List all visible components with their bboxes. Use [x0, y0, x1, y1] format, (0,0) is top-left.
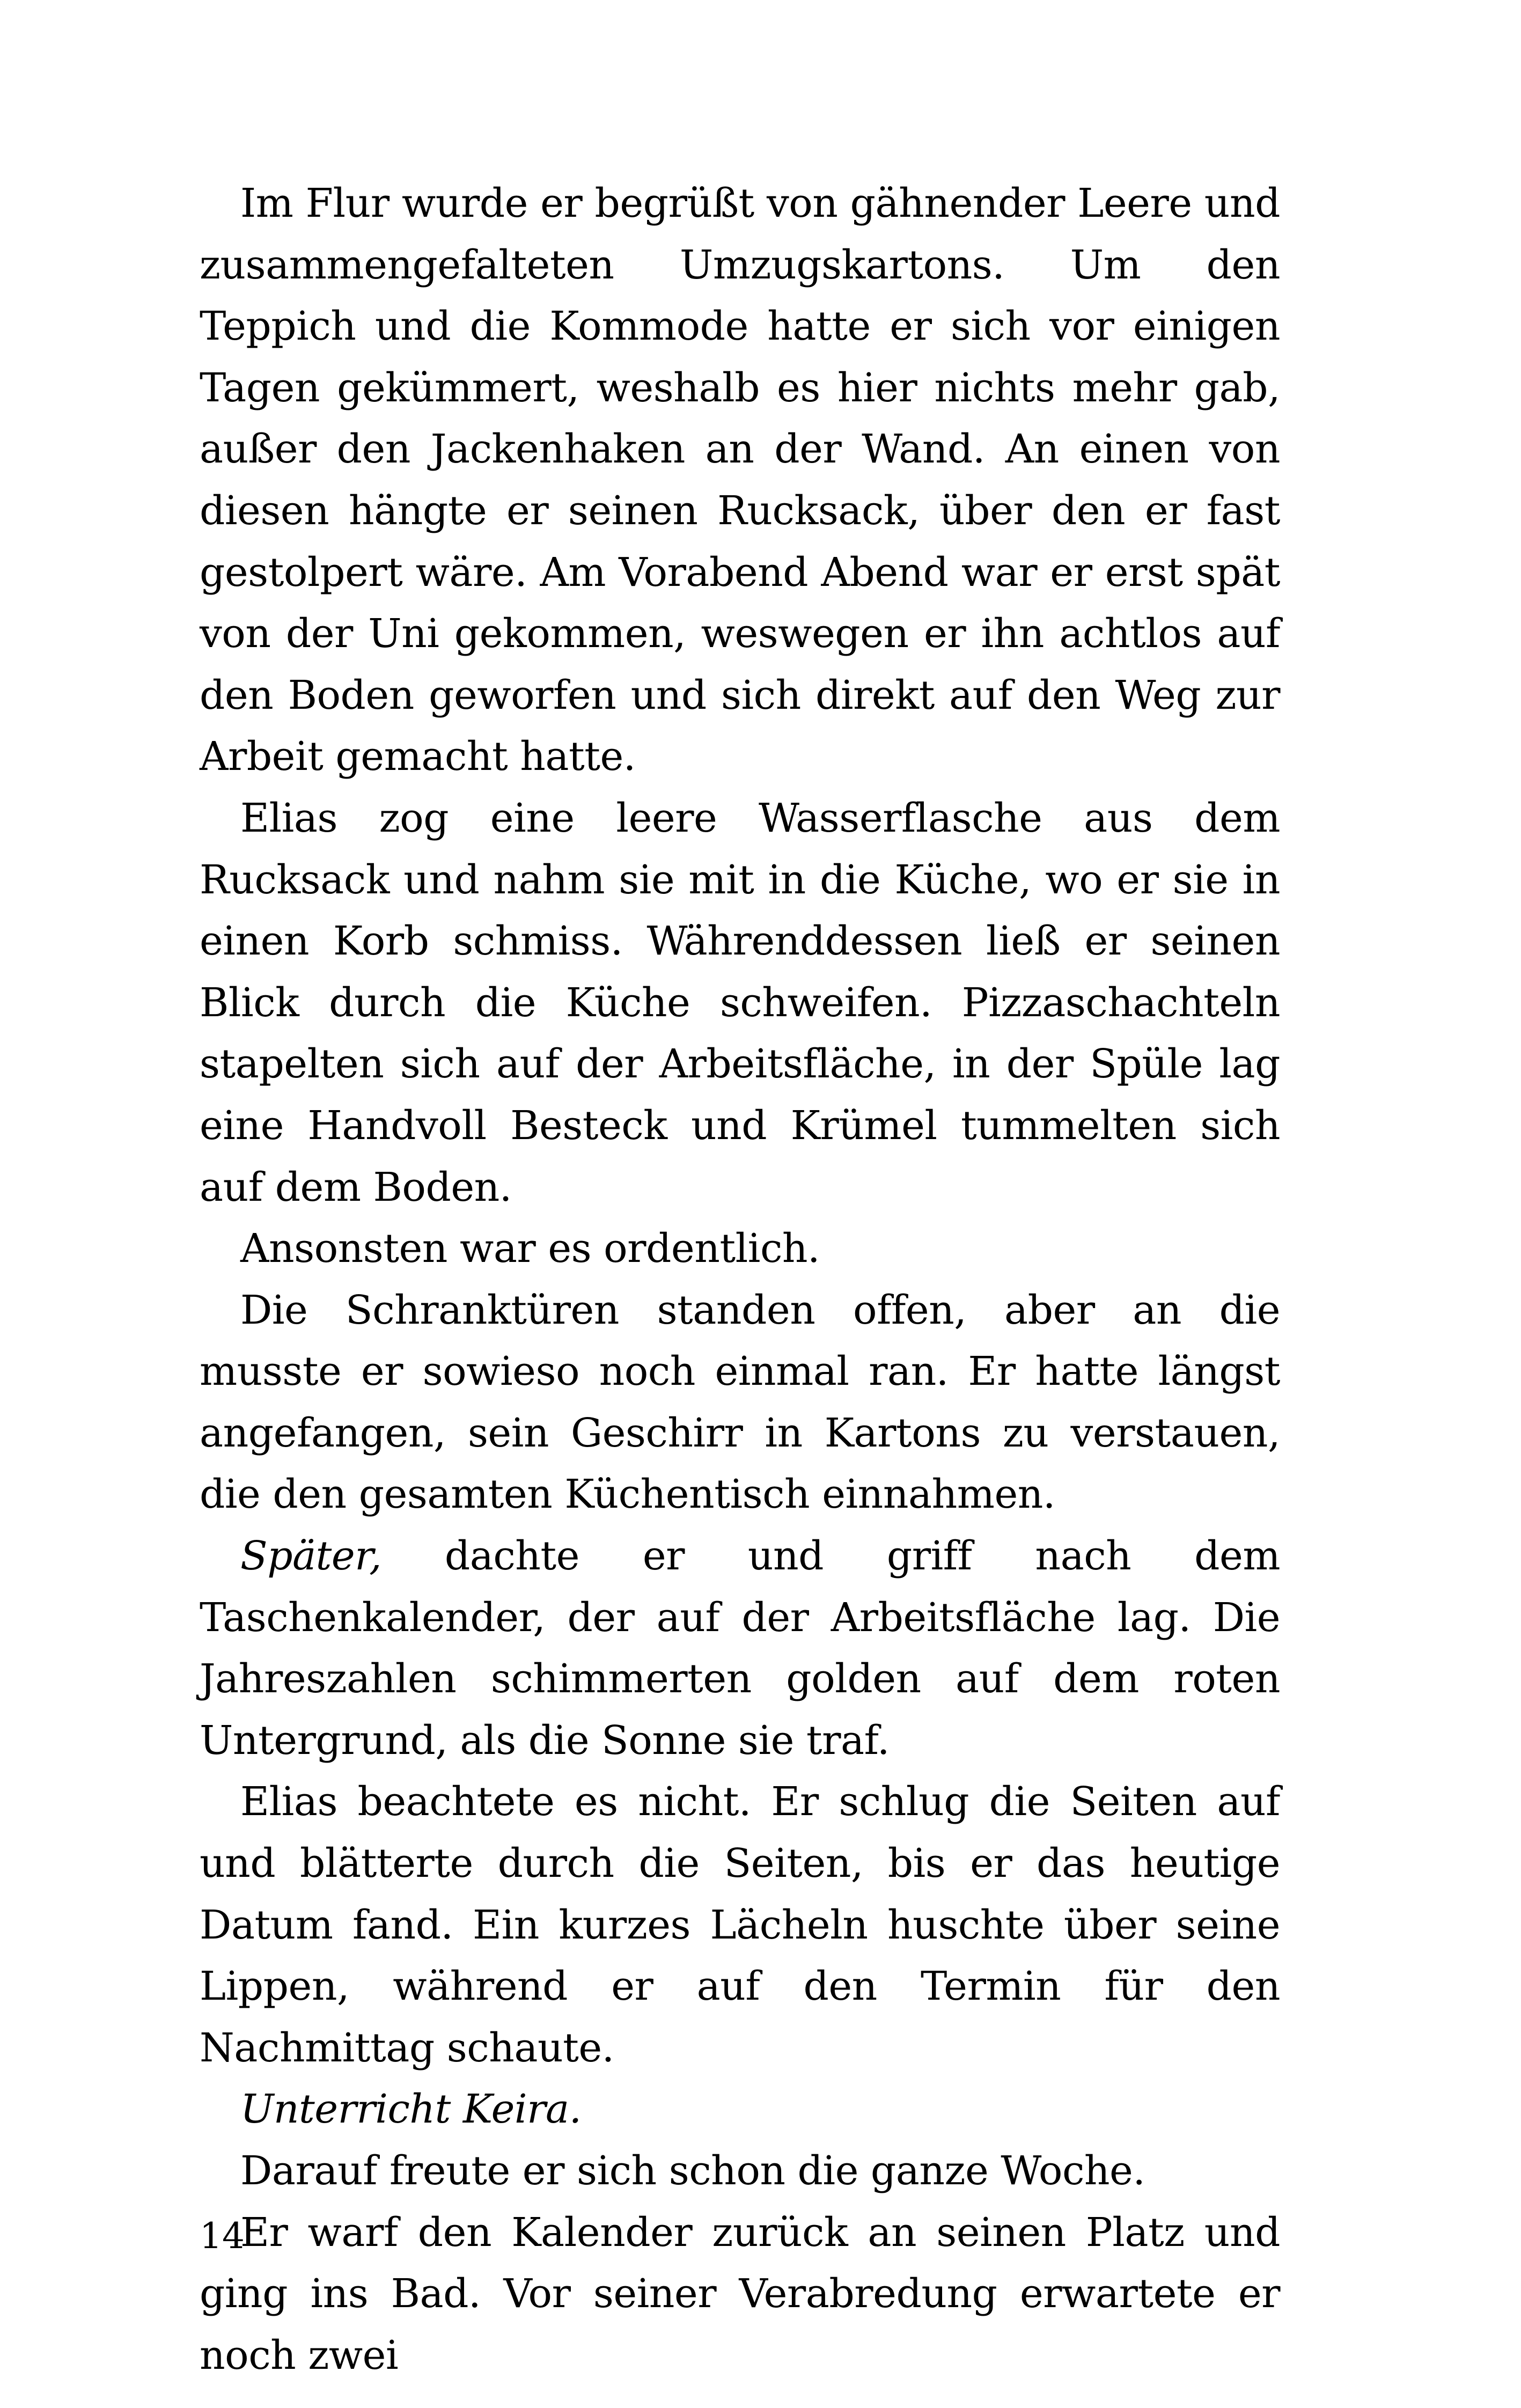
paragraph-9: Er warf den Kalender zurück an seinen Platz und ging ins Bad. Vor seiner Verabredung erwartete er noch zwei: [200, 2209, 1280, 2378]
body-text: [200, 173, 1280, 2386]
page-number: 14: [200, 2215, 245, 2257]
paragraph-8: Darauf freute er sich schon die ganze Woche.: [240, 2148, 1145, 2194]
paragraph-4: Die Schranktüren standen offen, aber an die musste er sowieso noch einmal ran. Er hatte längst angefangen, sein Geschirr in Kartons zu verstauen, die den gesamten Küchentisch einnahmen.: [200, 1287, 1280, 1518]
paragraph-2: Elias zog eine leere Wasserflasche aus dem Rucksack und nahm sie mit in die Küche, wo er sie in einen Korb schmiss. Währenddessen ließ er seinen Blick durch die Küche schweifen. Pizzaschachteln stapelten sich auf der Arbeitsfläche, in der Spüle lag eine Handvoll Besteck und Krümel tummelten sich auf dem Boden.: [200, 795, 1280, 1210]
paragraph-6: Elias beachtete es nicht. Er schlug die Seiten auf und blätterte durch die Seiten, bis er das heutige Datum fand. Ein kurzes Lächeln huschte über seine Lippen, während er auf den Termin für den Nachmittag schaute.: [200, 1779, 1280, 2071]
paragraph-1: Im Flur wurde er begrüßt von gähnender Leere und zusammengefalteten Umzugskartons. Um den Teppich und die Kommode hatte er sich vor einigen Tagen gekümmert, weshalb es hier nichts mehr gab, außer den Jackenhaken an der Wand. An einen von diesen hängte er seinen Rucksack, über den er fast gestolpert wäre. Am Vorabend Abend war er erst spät von der Uni gekommen, weswegen er ihn achtlos auf den Boden geworfen und sich direkt auf den Weg zur Arbeit gemacht hatte.: [200, 180, 1280, 780]
paragraph-5: Später, dachte er und griff nach dem Taschenkalender, der auf der Arbeitsfläche lag. Die Jahreszahlen schimmerten golden auf dem roten Untergrund, als die Sonne sie traf.: [200, 1533, 1280, 1764]
paragraph-3: Ansonsten war es ordentlich.: [240, 1225, 820, 1272]
paragraph-7: Unterricht Keira.: [240, 2086, 582, 2133]
